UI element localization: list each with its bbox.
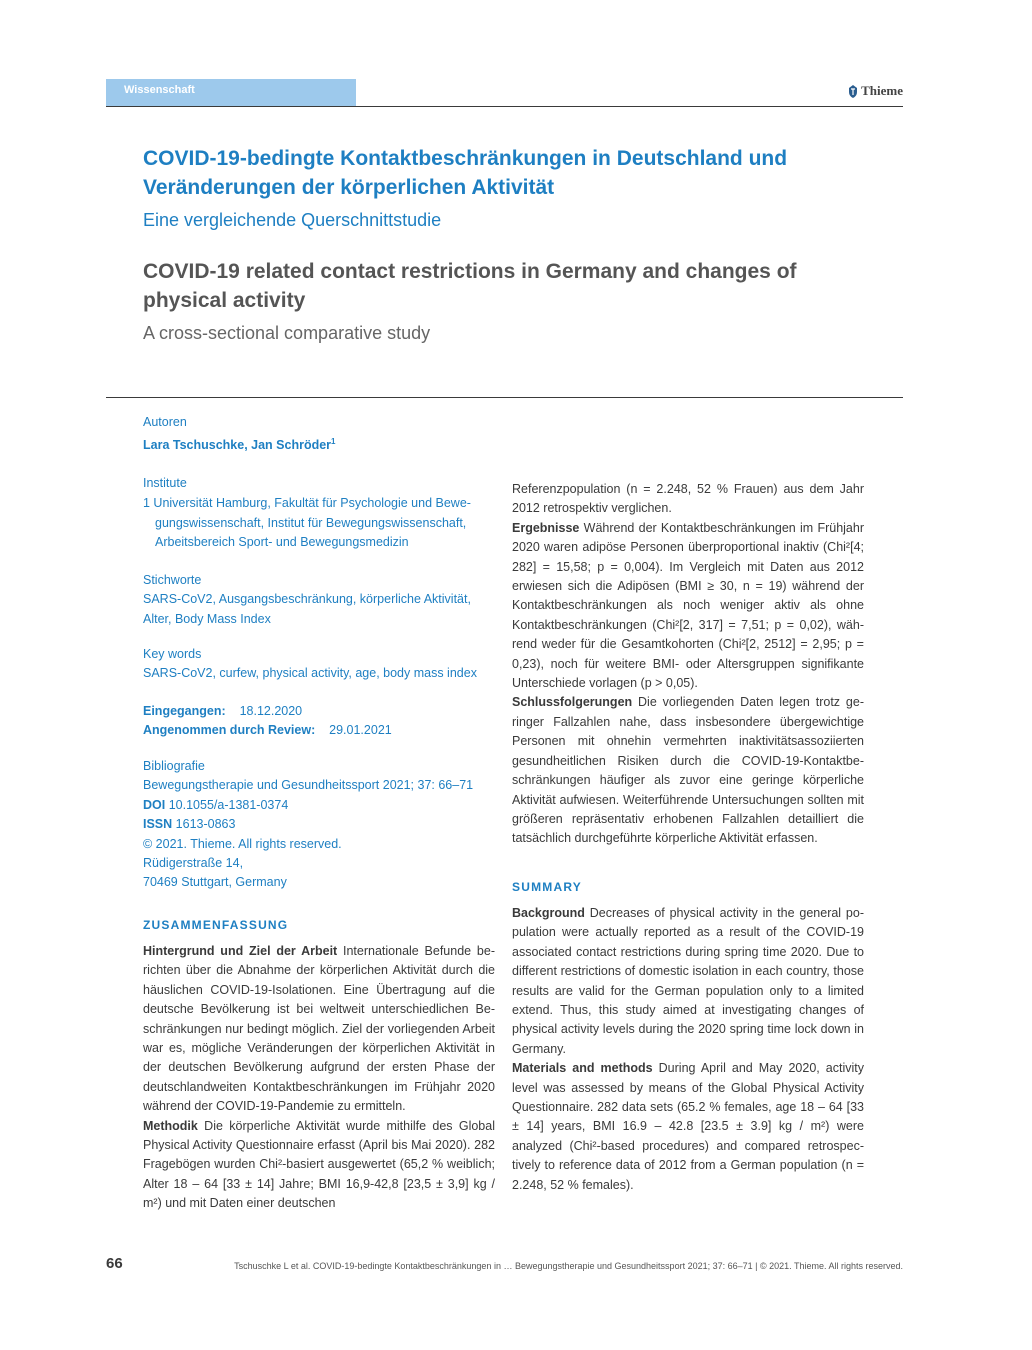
publisher-logo xyxy=(848,83,903,99)
issn-value: 1613-0863 xyxy=(175,817,236,832)
zusammenfassung-text-left xyxy=(143,942,495,1214)
paragraph-ergebnisse: Ergebnisse Während der Kontaktbeschränkungen im Frühjahr 2020 waren adipöse Personen überproportional inaktiv (Chi²[4; 282] = 15,58; p = 0,004). Im Vergleich mit Daten aus 2012 erwiesen sich die Adipösen (BMI ≥ 30, n = 19) während der Kontaktbeschränkungen als noch weniger aktiv als ohne Kontaktbeschränkungen (Chi²[2, 317] = 7,51; p = 0,02), während weder für die Gesamtkohorten (Chi²[2, 2512] = 2,95; p = 0,23), noch für weitere BMI- oder Altersgruppen signifikante Unterschiede vorlagen (p > 0,05). xyxy=(512,520,864,691)
paragraph-hintergrund: Hintergrund und Ziel der Arbeit Internationale Befunde berichten über die Abnahme der körperlichen Aktivität durch die häuslichen COVID-19-Isolationen. Eine Übertragung auf die deutsche Bevölkerung ist bei weltweit unterschiedlichen Beschränkungen nur bedingt möglich. Ziel der vorliegenden Arbeit war es, mögliche Veränderungen der körperlichen Aktivität in der deutschen Bevölkerung aufgrund der ersten Phase der deutschlandweiten Kontaktbeschränkungen im Frühjahr 2020 während der COVID-19-Pandemie zu ermitteln. xyxy=(143,944,495,1114)
bibliography-block xyxy=(143,757,493,893)
footer-citation: Tschuschke L et al. COVID-19-bedingte Kontaktbeschränkungen in … Bewegungstherapie und Gesundheitssport 2021; 37: 66–71 | © 2021. Thieme. All rights reserved. xyxy=(234,1261,903,1271)
paragraph-methodik: Methodik Die körperliche Aktivität wurde mithilfe des Global Physical Activity Questionnaire erfasst (April bis Mai 2020). 282 Fragebögen wurden Chi²-basiert ausgewertet (65,2 % weiblich; Alter 18 – 64 [33 ± 14] Jahre; BMI 16,9-42,8 [23,5 ± 3,9] kg / m²) und mit Daten einer deutschen xyxy=(143,1118,495,1211)
header-rule xyxy=(106,106,903,107)
publisher-name: Thieme xyxy=(861,83,903,98)
thieme-logo-icon xyxy=(848,85,858,98)
summary-text xyxy=(512,904,864,1195)
section-label: Wissenschaft xyxy=(124,84,195,96)
issn-label: ISSN xyxy=(143,817,173,832)
doi-label: DOI xyxy=(143,797,166,812)
keywords-de-label: Stichworte xyxy=(143,573,202,587)
subtitle-english: A cross-sectional comparative study xyxy=(143,323,431,343)
accepted-label: Angenommen durch Review: xyxy=(143,723,316,738)
summary-heading: SUMMARY xyxy=(512,880,582,894)
paragraph-schlussfolgerungen: Schlussfolgerungen Die vorliegenden Daten legen trotz geringer Fallzahlen nahe, dass insbesondere übergewichtige Personen mit ohnehin vermehrten inaktivitätsassoziierten gesundheitlichen Risiken durch die COVID-19-Kontaktbeschränkungen häufiger als zuvor eine geringe körperliche Aktivität aufwiesen. Weiterführende Untersuchungen sollten mit größeren repräsentativ erhobenen Fallzahlen detailliert die tatsächlich durchgeführte körperliche Aktivität erfassen. xyxy=(512,695,864,846)
keywords-en: SARS-CoV2, curfew, physical activity, age, body mass index xyxy=(143,666,477,681)
institute-item: 1 Universität Hamburg, Fakultät für Psychologie und Bewegungswissenschaft, Institut für Bewegungswissenschaft, Arbeitsbereich Sport- und Bewegungsmedizin xyxy=(143,496,471,550)
page-number: 66 xyxy=(106,1255,123,1272)
keywords-de-block xyxy=(143,571,493,629)
section-band xyxy=(106,79,356,106)
paragraph-methodik-continued: Referenzpopulation (n = 2.248, 52 % Frauen) aus dem Jahr 2012 retrospektiv verglichen. xyxy=(512,482,864,516)
paragraph-background: Background Decreases of physical activity in the general population were actually reported as a result of the COVID-19 associated contact restrictions during spring time 2020. Due to different restrictions of domestic isolation in each country, those results are valid for the German population only to a limited extend. Thus, this study aimed at investigating changes of physical activity levels during the 2020 spring time lock down in Germany. xyxy=(512,906,864,1056)
authors-block xyxy=(143,413,493,456)
title-english: COVID-19 related contact restrictions in Germany and changes of physical activity xyxy=(143,260,797,312)
zusammenfassung-heading: ZUSAMMENFASSUNG xyxy=(143,918,289,932)
title-german: COVID-19-bedingte Kontaktbeschränkungen in Deutschland und Veränderungen der körperlichen Aktivität xyxy=(143,147,788,199)
copyright: © 2021. Thieme. All rights reserved. xyxy=(143,836,342,851)
doi-link[interactable]: 10.1055/a-1381-0374 xyxy=(168,797,289,812)
subtitle-german: Eine vergleichende Querschnittstudie xyxy=(143,210,442,230)
journal-citation: Bewegungstherapie und Gesundheitssport 2021; 37: 66–71 xyxy=(143,778,474,793)
zusammenfassung-text-right xyxy=(512,480,864,849)
title-divider xyxy=(106,397,903,398)
dates-block xyxy=(143,702,493,741)
paragraph-methods: Materials and methods During April and May 2020, activity level was assessed by means of the Global Physical Activity Questionnaire. 282 data sets (65.2 % females, age 18 – 64 [33 ± 14] years, BMI 16.9 – 42.8 [23.5 ± 3.9] kg / m²) were analyzed (Chi²-based procedures) and compared retrospectively to reference data of 2012 from a German population (n = 2.248, 52 % females). xyxy=(512,1061,864,1192)
address-line-2: 70469 Stuttgart, Germany xyxy=(143,875,287,890)
keywords-en-label: Key words xyxy=(143,647,202,661)
received-label: Eingegangen: xyxy=(143,704,226,718)
keywords-en-block xyxy=(143,645,493,684)
accepted-date: 29.01.2021 xyxy=(329,723,392,738)
received-date: 18.12.2020 xyxy=(239,704,303,718)
keywords-de: SARS-CoV2, Ausgangsbeschränkung, körperliche Aktivität, Alter, Body Mass Index xyxy=(143,592,471,626)
authors-names: Lara Tschuschke, Jan Schröder$^1$ xyxy=(143,437,336,453)
authors-label: Autoren xyxy=(143,415,187,429)
address-line-1: Rüdigerstraße 14, xyxy=(143,856,244,871)
institutes-label: Institute xyxy=(143,476,187,490)
institutes-block xyxy=(143,474,493,553)
bibliography-label: Bibliografie xyxy=(143,759,205,773)
